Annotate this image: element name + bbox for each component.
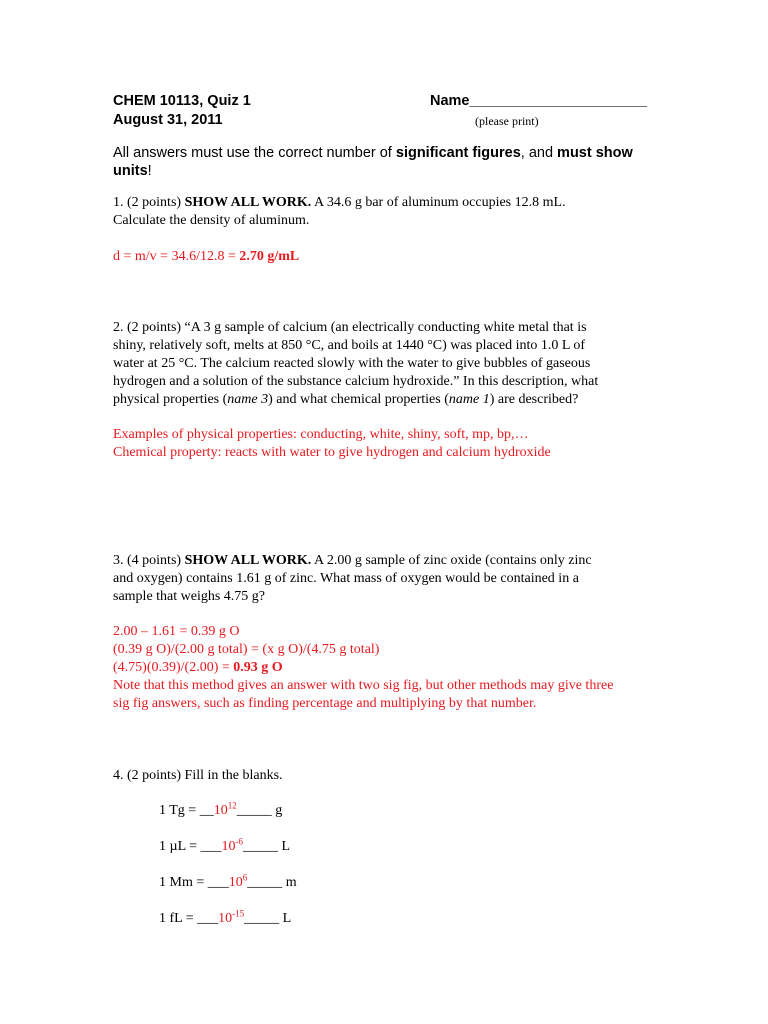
q3-answer-3 — [113, 659, 283, 677]
q4-answer-base: 10 — [221, 839, 236, 854]
q2-line-4: hydrogen and a solution of the substance calcium hydroxide.” In this description, what — [113, 374, 599, 389]
q4-answer-base: 10 — [213, 803, 228, 818]
q4-row — [159, 874, 297, 892]
q3-answer-final: 0.93 g O — [233, 660, 283, 675]
q2-name-3: name 3 — [227, 392, 269, 407]
q1-text: A 34.6 g bar of aluminum occupies 12.8 mL. — [311, 195, 566, 210]
q4-left: 1 Tg = __ — [159, 803, 214, 818]
q3-line-2: and oxygen) contains 1.61 g of zinc. What mass of oxygen would be contained in a — [113, 571, 579, 586]
q4-answer-base: 10 — [218, 911, 233, 926]
significant-figures-emphasis: significant figures — [395, 145, 521, 161]
q1-answer-work: d = m/v = 34.6/12.8 = — [113, 249, 240, 264]
q2-text: ) and what chemical properties ( — [268, 392, 449, 407]
q1-line-2: Calculate the density of aluminum. — [113, 213, 310, 228]
q1-show-all-work: SHOW ALL WORK. — [184, 195, 312, 210]
q2-text: physical properties ( — [113, 392, 228, 407]
q3-note-2: sig fig answers, such as finding percentage and multiplying by that number. — [113, 696, 537, 711]
q3-answer-work: (4.75)(0.39)/(2.00) = — [113, 660, 234, 675]
q2-name-1: name 1 — [448, 392, 490, 407]
quiz-date: August 31, 2011 — [113, 112, 223, 128]
q3-answer-2: (0.39 g O)/(2.00 g total) = (x g O)/(4.75 g total) — [113, 642, 380, 657]
name-hint: (please print) — [475, 114, 539, 128]
q2-line-1: 2. (2 points) “A 3 g sample of calcium (an electrically conducting white metal that is — [113, 320, 587, 335]
instructions-line-1 — [113, 144, 633, 162]
instructions-text: All answers must use the correct number of — [113, 145, 396, 161]
q3-note-1: Note that this method gives an answer with two sig fig, but other methods may give three — [113, 678, 614, 693]
q2-line-5 — [113, 391, 578, 409]
q4-row — [159, 802, 282, 820]
q2-answer-physical: Examples of physical properties: conducting, white, shiny, soft, mp, bp,… — [113, 427, 529, 442]
q2-text: ) are described? — [489, 392, 579, 407]
q3-intro: 3. (4 points) — [113, 553, 185, 568]
q4-left: 1 Mm = ___ — [159, 875, 229, 890]
q4-answer-exponent: 12 — [227, 800, 237, 811]
q4-intro: 4. (2 points) Fill in the blanks. — [113, 768, 283, 783]
q4-answer-exponent: -6 — [235, 836, 243, 847]
q4-answer-exponent: 6 — [242, 872, 248, 883]
q4-right: _____ L — [244, 911, 292, 926]
q1-intro: 1. (2 points) — [113, 195, 185, 210]
q2-answer-chemical: Chemical property: reacts with water to give hydrogen and calcium hydroxide — [113, 445, 551, 460]
q1-line-1 — [113, 194, 566, 212]
q3-line-3: sample that weighs 4.75 g? — [113, 589, 266, 604]
q4-row — [159, 910, 291, 928]
q3-show-all-work: SHOW ALL WORK. — [184, 553, 312, 568]
q4-answer-base: 10 — [228, 875, 243, 890]
q3-text: A 2.00 g sample of zinc oxide (contains only zinc — [311, 553, 592, 568]
q2-line-2: shiny, relatively soft, melts at 850 °C, and boils at 1440 °C) was placed into 1.0 L of — [113, 338, 586, 353]
q3-answer-1: 2.00 – 1.61 = 0.39 g O — [113, 624, 240, 639]
q4-right: _____ g — [236, 803, 283, 818]
q4-row — [159, 838, 290, 856]
q1-answer — [113, 248, 299, 266]
q1-answer-final: 2.70 g/mL — [239, 249, 300, 264]
q4-right: _____ L — [243, 839, 291, 854]
q3-line-1 — [113, 552, 592, 570]
course-title: CHEM 10113, Quiz 1 — [113, 93, 251, 109]
q4-left: 1 µL = ___ — [159, 839, 222, 854]
instructions-text: ! — [147, 163, 152, 179]
name-field-label: Name______________________ — [430, 93, 647, 109]
q4-left: 1 fL = ___ — [159, 911, 219, 926]
instructions-line-2 — [113, 162, 152, 180]
units-emphasis: units — [113, 163, 148, 179]
instructions-text: , and — [520, 145, 558, 161]
must-show-emphasis: must show — [557, 145, 633, 161]
q4-answer-exponent: -15 — [232, 908, 245, 919]
q4-right: _____ m — [247, 875, 297, 890]
q2-line-3: water at 25 °C. The calcium reacted slowly with the water to give bubbles of gaseous — [113, 356, 591, 371]
